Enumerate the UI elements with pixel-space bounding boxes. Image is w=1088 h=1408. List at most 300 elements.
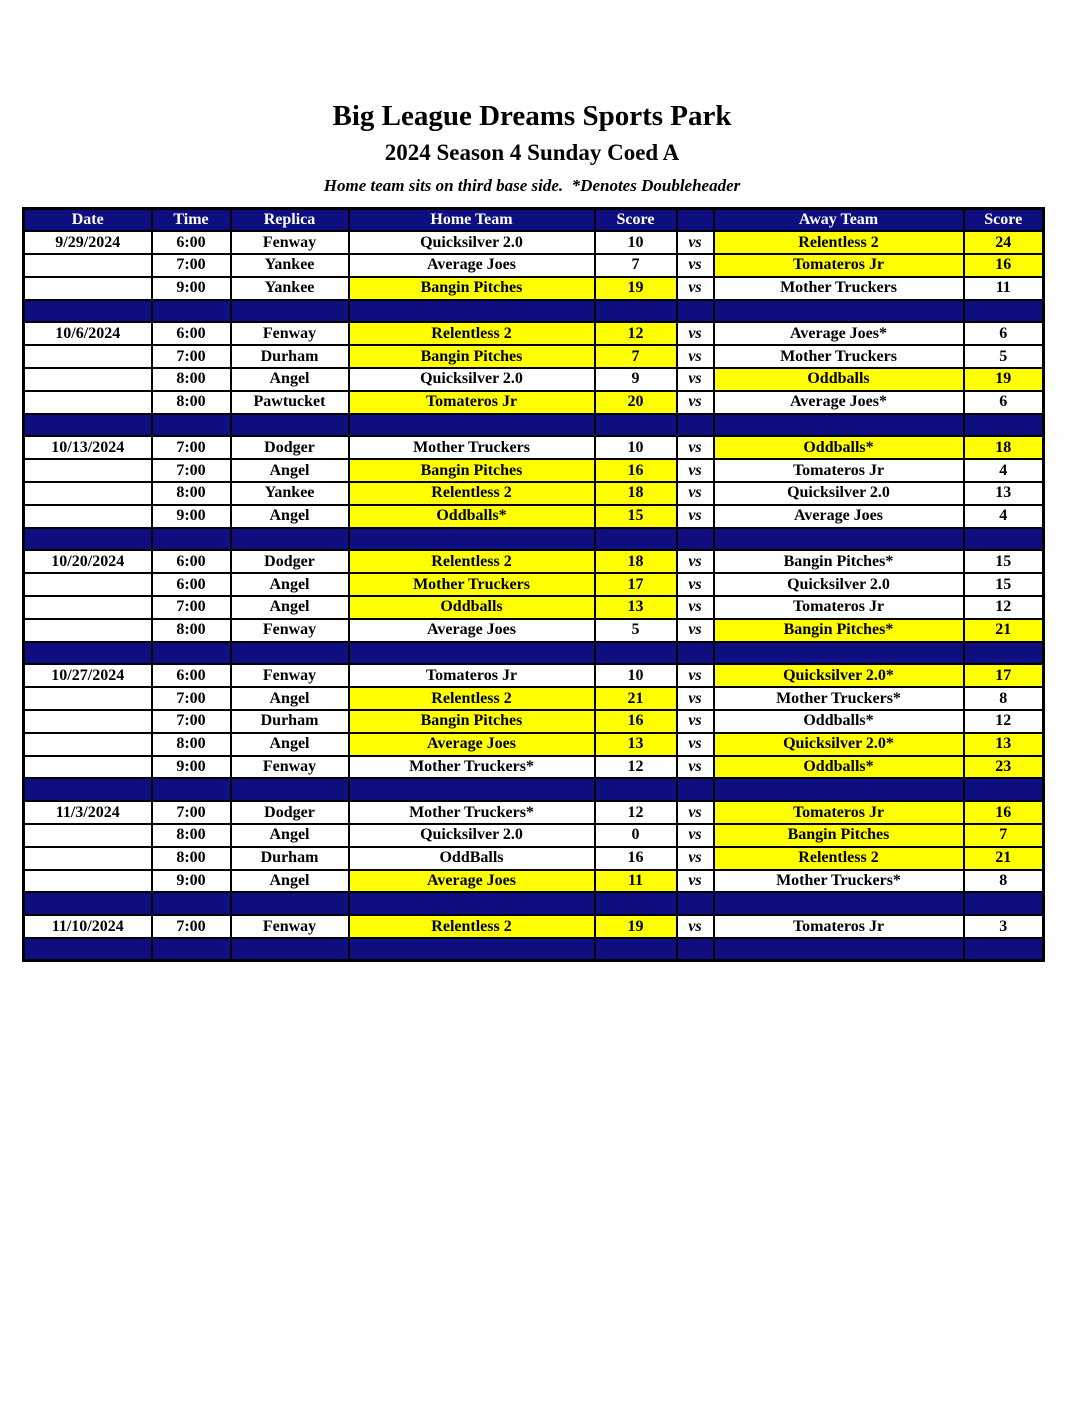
separator-cell (24, 778, 152, 801)
home-score-cell: 10 (595, 231, 677, 254)
vs-cell: vs (677, 870, 714, 893)
separator-cell (964, 414, 1044, 437)
vs-cell: vs (677, 482, 714, 505)
header-vs (677, 209, 714, 232)
home-score-cell: 16 (595, 710, 677, 733)
away-score-cell: 12 (964, 596, 1044, 619)
separator-cell (24, 892, 152, 915)
away-team-cell: Average Joes* (714, 391, 964, 414)
replica-cell: Yankee (231, 482, 349, 505)
separator-cell (964, 938, 1044, 961)
away-team-cell: Mother Truckers* (714, 687, 964, 710)
time-cell: 7:00 (152, 436, 231, 459)
replica-cell: Dodger (231, 801, 349, 824)
time-cell: 9:00 (152, 870, 231, 893)
vs-cell: vs (677, 550, 714, 573)
date-cell (24, 254, 152, 277)
vs-cell: vs (677, 345, 714, 368)
separator-cell (964, 892, 1044, 915)
page-title: Big League Dreams Sports Park (332, 100, 732, 132)
away-team-cell: Mother Truckers (714, 277, 964, 300)
vs-cell: vs (677, 254, 714, 277)
away-score-cell: 6 (964, 391, 1044, 414)
vs-cell: vs (677, 391, 714, 414)
game-row (24, 710, 1044, 733)
time-cell: 7:00 (152, 687, 231, 710)
time-cell: 9:00 (152, 505, 231, 528)
separator-cell (595, 528, 677, 551)
separator-cell (964, 528, 1044, 551)
home-score-cell: 10 (595, 436, 677, 459)
away-score-cell: 8 (964, 687, 1044, 710)
separator-cell (595, 892, 677, 915)
time-cell: 7:00 (152, 710, 231, 733)
home-score-cell: 5 (595, 619, 677, 642)
time-cell: 6:00 (152, 573, 231, 596)
separator-cell (231, 778, 349, 801)
separator-cell (677, 300, 714, 323)
vs-cell: vs (677, 687, 714, 710)
separator-cell (231, 300, 349, 323)
separator-cell (677, 778, 714, 801)
replica-cell: Dodger (231, 436, 349, 459)
away-score-cell: 21 (964, 619, 1044, 642)
date-cell (24, 756, 152, 779)
replica-cell: Fenway (231, 915, 349, 938)
vs-cell: vs (677, 505, 714, 528)
vs-cell: vs (677, 619, 714, 642)
separator-cell (152, 778, 231, 801)
date-cell (24, 505, 152, 528)
vs-cell: vs (677, 801, 714, 824)
home-score-cell: 18 (595, 482, 677, 505)
date-cell (24, 619, 152, 642)
away-score-cell: 12 (964, 710, 1044, 733)
time-cell: 6:00 (152, 231, 231, 254)
time-cell: 6:00 (152, 550, 231, 573)
separator-cell (152, 414, 231, 437)
home-team-cell: Bangin Pitches (349, 710, 595, 733)
away-team-cell: Bangin Pitches* (714, 619, 964, 642)
replica-cell: Fenway (231, 231, 349, 254)
away-team-cell: Quicksilver 2.0* (714, 664, 964, 687)
replica-cell: Durham (231, 847, 349, 870)
away-team-cell: Relentless 2 (714, 847, 964, 870)
away-score-cell: 3 (964, 915, 1044, 938)
vs-cell: vs (677, 710, 714, 733)
game-row (24, 505, 1044, 528)
time-cell: 8:00 (152, 368, 231, 391)
game-row (24, 847, 1044, 870)
replica-cell: Angel (231, 505, 349, 528)
game-row (24, 368, 1044, 391)
away-team-cell: Tomateros Jr (714, 915, 964, 938)
date-cell (24, 824, 152, 847)
date-cell: 10/20/2024 (24, 550, 152, 573)
away-team-cell: Mother Truckers* (714, 870, 964, 893)
time-cell: 6:00 (152, 664, 231, 687)
game-row (24, 345, 1044, 368)
vs-cell: vs (677, 756, 714, 779)
away-score-cell: 16 (964, 254, 1044, 277)
away-team-cell: Oddballs (714, 368, 964, 391)
separator-cell (714, 642, 964, 665)
home-team-cell: Tomateros Jr (349, 391, 595, 414)
separator-cell (595, 938, 677, 961)
separator-cell (231, 892, 349, 915)
separator-cell (349, 938, 595, 961)
vs-cell: vs (677, 733, 714, 756)
replica-cell: Angel (231, 596, 349, 619)
home-team-cell: Bangin Pitches (349, 277, 595, 300)
header-home-score: Score (595, 209, 677, 232)
away-team-cell: Oddballs* (714, 710, 964, 733)
vs-cell: vs (677, 573, 714, 596)
home-score-cell: 20 (595, 391, 677, 414)
header-away-score: Score (964, 209, 1044, 232)
separator-cell (231, 938, 349, 961)
separator-cell (595, 414, 677, 437)
separator-cell (24, 642, 152, 665)
time-cell: 8:00 (152, 391, 231, 414)
away-score-cell: 18 (964, 436, 1044, 459)
game-row (24, 550, 1044, 573)
game-row (24, 619, 1044, 642)
vs-cell: vs (677, 459, 714, 482)
vs-cell: vs (677, 847, 714, 870)
date-cell (24, 687, 152, 710)
home-score-cell: 21 (595, 687, 677, 710)
game-row (24, 756, 1044, 779)
away-team-cell: Quicksilver 2.0 (714, 573, 964, 596)
header-time: Time (152, 209, 231, 232)
separator-cell (714, 778, 964, 801)
separator-cell (677, 528, 714, 551)
time-cell: 7:00 (152, 596, 231, 619)
separator-cell (152, 642, 231, 665)
date-cell: 9/29/2024 (24, 231, 152, 254)
vs-cell: vs (677, 915, 714, 938)
date-cell: 11/3/2024 (24, 801, 152, 824)
separator-cell (231, 414, 349, 437)
away-score-cell: 5 (964, 345, 1044, 368)
game-row (24, 254, 1044, 277)
replica-cell: Dodger (231, 550, 349, 573)
vs-cell: vs (677, 664, 714, 687)
home-team-cell: Oddballs* (349, 505, 595, 528)
home-team-cell: Relentless 2 (349, 482, 595, 505)
vs-cell: vs (677, 322, 714, 345)
separator-cell (677, 938, 714, 961)
away-team-cell: Oddballs* (714, 756, 964, 779)
time-cell: 7:00 (152, 915, 231, 938)
separator-cell (714, 414, 964, 437)
replica-cell: Fenway (231, 756, 349, 779)
date-cell (24, 870, 152, 893)
home-score-cell: 12 (595, 322, 677, 345)
separator-row (24, 528, 1044, 551)
away-team-cell: Quicksilver 2.0 (714, 482, 964, 505)
schedule-table (22, 207, 1045, 962)
time-cell: 6:00 (152, 322, 231, 345)
replica-cell: Pawtucket (231, 391, 349, 414)
separator-row (24, 414, 1044, 437)
time-cell: 7:00 (152, 801, 231, 824)
vs-cell: vs (677, 596, 714, 619)
home-team-cell: Average Joes (349, 733, 595, 756)
date-cell (24, 459, 152, 482)
home-score-cell: 9 (595, 368, 677, 391)
separator-cell (349, 892, 595, 915)
home-score-cell: 11 (595, 870, 677, 893)
home-score-cell: 13 (595, 733, 677, 756)
separator-cell (349, 642, 595, 665)
game-row (24, 391, 1044, 414)
game-row (24, 231, 1044, 254)
separator-row (24, 778, 1044, 801)
replica-cell: Yankee (231, 254, 349, 277)
time-cell: 8:00 (152, 619, 231, 642)
home-team-cell: Bangin Pitches (349, 459, 595, 482)
time-cell: 9:00 (152, 756, 231, 779)
date-cell (24, 482, 152, 505)
away-team-cell: Mother Truckers (714, 345, 964, 368)
separator-cell (152, 892, 231, 915)
replica-cell: Angel (231, 824, 349, 847)
date-cell (24, 733, 152, 756)
home-score-cell: 19 (595, 277, 677, 300)
home-team-cell: Average Joes (349, 619, 595, 642)
away-team-cell: Average Joes* (714, 322, 964, 345)
separator-cell (152, 938, 231, 961)
separator-cell (349, 414, 595, 437)
home-team-cell: Relentless 2 (349, 322, 595, 345)
date-cell (24, 368, 152, 391)
game-row (24, 322, 1044, 345)
game-row (24, 801, 1044, 824)
date-cell (24, 345, 152, 368)
separator-cell (677, 414, 714, 437)
time-cell: 8:00 (152, 733, 231, 756)
replica-cell: Durham (231, 710, 349, 733)
home-team-cell: OddBalls (349, 847, 595, 870)
away-team-cell: Bangin Pitches* (714, 550, 964, 573)
away-team-cell: Tomateros Jr (714, 254, 964, 277)
away-team-cell: Bangin Pitches (714, 824, 964, 847)
separator-cell (714, 892, 964, 915)
game-row (24, 277, 1044, 300)
away-team-cell: Quicksilver 2.0* (714, 733, 964, 756)
away-score-cell: 17 (964, 664, 1044, 687)
date-cell: 11/10/2024 (24, 915, 152, 938)
home-score-cell: 7 (595, 254, 677, 277)
away-team-cell: Tomateros Jr (714, 459, 964, 482)
home-score-cell: 7 (595, 345, 677, 368)
home-score-cell: 12 (595, 801, 677, 824)
home-score-cell: 10 (595, 664, 677, 687)
away-team-cell: Tomateros Jr (714, 596, 964, 619)
replica-cell: Fenway (231, 322, 349, 345)
away-score-cell: 16 (964, 801, 1044, 824)
separator-cell (964, 778, 1044, 801)
page-subtitle: 2024 Season 4 Sunday Coed A (384, 140, 680, 165)
home-score-cell: 16 (595, 847, 677, 870)
separator-cell (714, 300, 964, 323)
home-team-cell: Quicksilver 2.0 (349, 231, 595, 254)
time-cell: 7:00 (152, 345, 231, 368)
home-team-cell: Mother Truckers (349, 436, 595, 459)
game-row (24, 596, 1044, 619)
separator-cell (349, 300, 595, 323)
separator-cell (964, 300, 1044, 323)
home-team-cell: Mother Truckers* (349, 756, 595, 779)
game-row (24, 482, 1044, 505)
date-cell: 10/27/2024 (24, 664, 152, 687)
date-cell: 10/13/2024 (24, 436, 152, 459)
away-score-cell: 15 (964, 573, 1044, 596)
away-score-cell: 21 (964, 847, 1044, 870)
separator-cell (24, 414, 152, 437)
game-row (24, 664, 1044, 687)
home-score-cell: 12 (595, 756, 677, 779)
vs-cell: vs (677, 436, 714, 459)
away-team-cell: Relentless 2 (714, 231, 964, 254)
date-cell: 10/6/2024 (24, 322, 152, 345)
separator-row (24, 892, 1044, 915)
away-score-cell: 23 (964, 756, 1044, 779)
replica-cell: Yankee (231, 277, 349, 300)
separator-cell (152, 528, 231, 551)
game-row (24, 436, 1044, 459)
game-row (24, 687, 1044, 710)
home-team-cell: Quicksilver 2.0 (349, 368, 595, 391)
game-row (24, 459, 1044, 482)
vs-cell: vs (677, 277, 714, 300)
home-team-cell: Mother Truckers (349, 573, 595, 596)
home-team-cell: Relentless 2 (349, 687, 595, 710)
page-note: Home team sits on third base side. *Denotes Doubleheader (323, 176, 741, 195)
vs-cell: vs (677, 231, 714, 254)
separator-cell (677, 642, 714, 665)
away-score-cell: 13 (964, 482, 1044, 505)
away-score-cell: 24 (964, 231, 1044, 254)
separator-cell (24, 300, 152, 323)
time-cell: 7:00 (152, 459, 231, 482)
home-score-cell: 18 (595, 550, 677, 573)
header-away-team: Away Team (714, 209, 964, 232)
separator-cell (349, 528, 595, 551)
home-team-cell: Mother Truckers* (349, 801, 595, 824)
date-cell (24, 573, 152, 596)
home-score-cell: 13 (595, 596, 677, 619)
replica-cell: Angel (231, 870, 349, 893)
date-cell (24, 847, 152, 870)
vs-cell: vs (677, 368, 714, 391)
replica-cell: Durham (231, 345, 349, 368)
date-cell (24, 277, 152, 300)
away-team-cell: Tomateros Jr (714, 801, 964, 824)
header-home-team: Home Team (349, 209, 595, 232)
home-score-cell: 19 (595, 915, 677, 938)
header-row (24, 209, 1044, 232)
home-team-cell: Quicksilver 2.0 (349, 824, 595, 847)
separator-cell (595, 778, 677, 801)
replica-cell: Fenway (231, 664, 349, 687)
time-cell: 8:00 (152, 824, 231, 847)
separator-cell (24, 938, 152, 961)
vs-cell: vs (677, 824, 714, 847)
replica-cell: Angel (231, 459, 349, 482)
replica-cell: Angel (231, 733, 349, 756)
replica-cell: Angel (231, 368, 349, 391)
time-cell: 8:00 (152, 482, 231, 505)
replica-cell: Fenway (231, 619, 349, 642)
separator-row (24, 938, 1044, 961)
game-row (24, 733, 1044, 756)
away-score-cell: 15 (964, 550, 1044, 573)
time-cell: 7:00 (152, 254, 231, 277)
separator-cell (595, 300, 677, 323)
header-replica: Replica (231, 209, 349, 232)
separator-cell (24, 528, 152, 551)
title-block (22, 98, 1042, 198)
date-cell (24, 596, 152, 619)
away-score-cell: 4 (964, 505, 1044, 528)
away-score-cell: 19 (964, 368, 1044, 391)
away-team-cell: Average Joes (714, 505, 964, 528)
separator-cell (964, 642, 1044, 665)
away-score-cell: 4 (964, 459, 1044, 482)
time-cell: 9:00 (152, 277, 231, 300)
home-team-cell: Bangin Pitches (349, 345, 595, 368)
home-score-cell: 15 (595, 505, 677, 528)
replica-cell: Angel (231, 687, 349, 710)
home-score-cell: 0 (595, 824, 677, 847)
away-team-cell: Oddballs* (714, 436, 964, 459)
game-row (24, 573, 1044, 596)
header-date: Date (24, 209, 152, 232)
separator-cell (595, 642, 677, 665)
home-team-cell: Relentless 2 (349, 550, 595, 573)
game-row (24, 915, 1044, 938)
home-team-cell: Tomateros Jr (349, 664, 595, 687)
home-team-cell: Relentless 2 (349, 915, 595, 938)
replica-cell: Angel (231, 573, 349, 596)
away-score-cell: 6 (964, 322, 1044, 345)
separator-row (24, 642, 1044, 665)
date-cell (24, 391, 152, 414)
away-score-cell: 11 (964, 277, 1044, 300)
away-score-cell: 13 (964, 733, 1044, 756)
away-score-cell: 7 (964, 824, 1044, 847)
home-team-cell: Average Joes (349, 254, 595, 277)
home-team-cell: Average Joes (349, 870, 595, 893)
game-row (24, 824, 1044, 847)
separator-cell (714, 528, 964, 551)
separator-cell (231, 642, 349, 665)
separator-cell (349, 778, 595, 801)
home-score-cell: 16 (595, 459, 677, 482)
home-score-cell: 17 (595, 573, 677, 596)
separator-cell (231, 528, 349, 551)
separator-cell (677, 892, 714, 915)
separator-cell (714, 938, 964, 961)
away-score-cell: 8 (964, 870, 1044, 893)
game-row (24, 870, 1044, 893)
time-cell: 8:00 (152, 847, 231, 870)
home-team-cell: Oddballs (349, 596, 595, 619)
separator-cell (152, 300, 231, 323)
